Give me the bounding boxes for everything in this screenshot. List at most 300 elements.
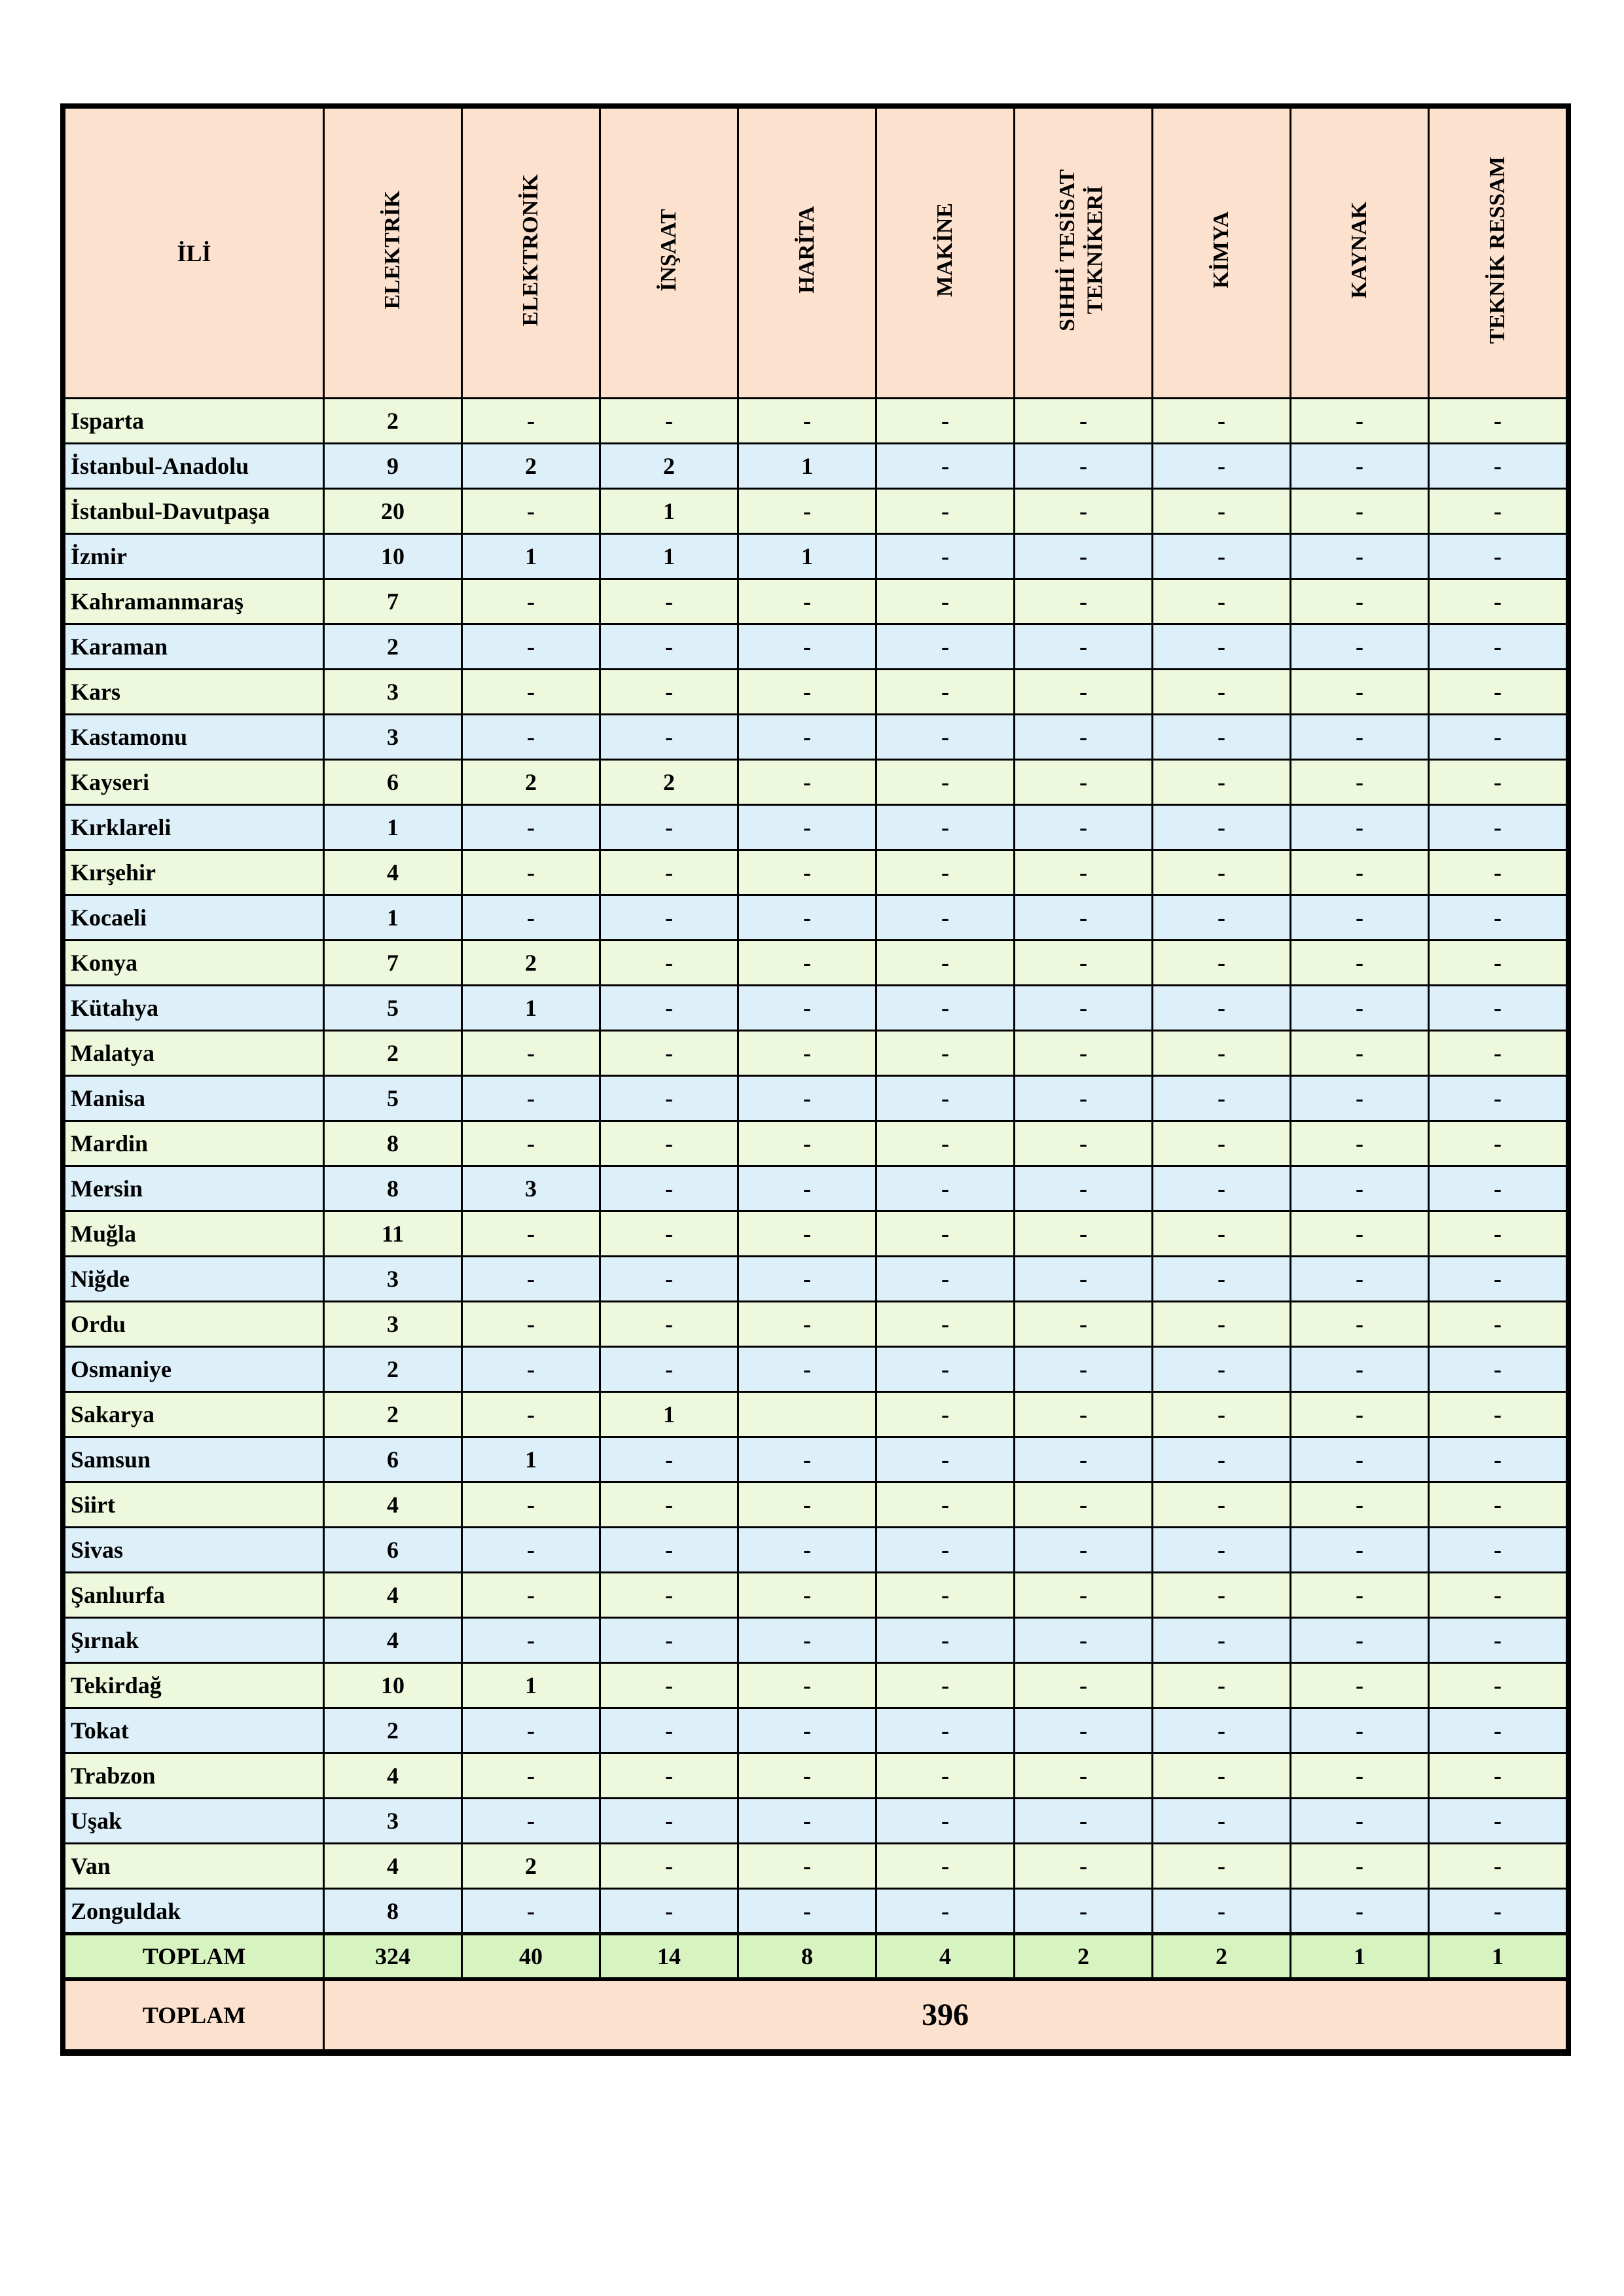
count-cell: -	[1429, 670, 1567, 715]
count-cell	[738, 1392, 876, 1437]
count-cell: 2	[600, 444, 738, 489]
count-cell: -	[462, 1347, 600, 1392]
table-row	[65, 1799, 1567, 1844]
count-cell: -	[600, 1528, 738, 1573]
count-cell: -	[1429, 1799, 1567, 1844]
count-cell: -	[600, 1437, 738, 1482]
count-cell: -	[738, 1889, 876, 1934]
count-cell: 1	[600, 1392, 738, 1437]
count-cell: 2	[462, 444, 600, 489]
count-cell: -	[876, 1844, 1015, 1889]
count-cell: -	[1015, 986, 1153, 1031]
province-name-cell: Konya	[65, 941, 324, 986]
count-cell: -	[738, 1031, 876, 1076]
table-row	[65, 1031, 1567, 1076]
count-cell: -	[1429, 1302, 1567, 1347]
count-cell: -	[738, 1347, 876, 1392]
table-row	[65, 941, 1567, 986]
count-cell: 2	[324, 1392, 462, 1437]
count-cell: -	[1153, 489, 1291, 534]
count-cell: -	[462, 1482, 600, 1528]
count-cell: 1	[738, 534, 876, 579]
count-cell: -	[1153, 1844, 1291, 1889]
count-cell: -	[1429, 941, 1567, 986]
count-cell: -	[876, 986, 1015, 1031]
count-cell: -	[1015, 670, 1153, 715]
count-cell: -	[1153, 1347, 1291, 1392]
count-cell: 8	[324, 1166, 462, 1211]
count-cell: -	[600, 1121, 738, 1166]
province-name-cell: Malatya	[65, 1031, 324, 1076]
table-row	[65, 1392, 1567, 1437]
count-cell: -	[462, 1257, 600, 1302]
count-cell: -	[1291, 444, 1429, 489]
column-header-kimya: KİMYA	[1153, 108, 1291, 399]
table-row	[65, 1708, 1567, 1753]
count-cell: -	[1429, 1618, 1567, 1663]
count-cell: 8	[324, 1121, 462, 1166]
table-row	[65, 1257, 1567, 1302]
count-cell: -	[876, 805, 1015, 850]
count-cell: -	[600, 1257, 738, 1302]
count-cell: -	[462, 579, 600, 624]
table-row	[65, 895, 1567, 941]
count-cell: -	[1015, 534, 1153, 579]
count-cell: -	[462, 624, 600, 670]
count-cell: -	[462, 1211, 600, 1257]
count-cell: -	[876, 850, 1015, 895]
count-cell: -	[1015, 1437, 1153, 1482]
province-name-cell: Mersin	[65, 1166, 324, 1211]
count-cell: -	[1291, 1844, 1429, 1889]
count-cell: -	[1015, 1257, 1153, 1302]
count-cell: -	[1291, 715, 1429, 760]
count-cell: -	[600, 1347, 738, 1392]
count-cell: -	[600, 1211, 738, 1257]
count-cell: -	[1153, 579, 1291, 624]
count-cell: -	[876, 399, 1015, 444]
count-cell: 6	[324, 760, 462, 805]
count-cell: 4	[324, 1618, 462, 1663]
count-cell: 11	[324, 1211, 462, 1257]
province-name-cell: Kırklareli	[65, 805, 324, 850]
table-row	[65, 1437, 1567, 1482]
total-cell: 1	[1429, 1934, 1567, 1979]
count-cell: -	[1429, 534, 1567, 579]
count-cell: -	[738, 850, 876, 895]
count-cell: 3	[324, 715, 462, 760]
count-cell: -	[1291, 1031, 1429, 1076]
count-cell: -	[738, 1618, 876, 1663]
count-cell: -	[738, 1753, 876, 1799]
table-row	[65, 1482, 1567, 1528]
count-cell: -	[1429, 1121, 1567, 1166]
count-cell: -	[1015, 1121, 1153, 1166]
province-name-cell: Tokat	[65, 1708, 324, 1753]
count-cell: -	[1153, 1663, 1291, 1708]
totals-label: TOPLAM	[65, 1934, 324, 1979]
count-cell: 2	[462, 941, 600, 986]
province-name-cell: Ordu	[65, 1302, 324, 1347]
count-cell: -	[1153, 1166, 1291, 1211]
province-name-cell: Kayseri	[65, 760, 324, 805]
count-cell: 10	[324, 1663, 462, 1708]
count-cell: -	[462, 1076, 600, 1121]
total-cell: 2	[1153, 1934, 1291, 1979]
count-cell: -	[1153, 850, 1291, 895]
count-cell: -	[462, 715, 600, 760]
province-name-cell: Kocaeli	[65, 895, 324, 941]
count-cell: 2	[324, 1708, 462, 1753]
table-row	[65, 1889, 1567, 1934]
count-cell: 2	[324, 1347, 462, 1392]
count-cell: -	[1429, 850, 1567, 895]
count-cell: -	[462, 805, 600, 850]
count-cell: 5	[324, 1076, 462, 1121]
province-name-cell: Samsun	[65, 1437, 324, 1482]
province-name-cell: Niğde	[65, 1257, 324, 1302]
total-cell: 324	[324, 1934, 462, 1979]
count-cell: -	[462, 399, 600, 444]
count-cell: -	[600, 1076, 738, 1121]
count-cell: 1	[462, 1663, 600, 1708]
count-cell: 1	[600, 489, 738, 534]
count-cell: -	[1291, 760, 1429, 805]
province-name-cell: Mardin	[65, 1121, 324, 1166]
count-cell: -	[876, 1573, 1015, 1618]
count-cell: -	[738, 1166, 876, 1211]
count-cell: -	[1153, 1437, 1291, 1482]
count-cell: -	[738, 1663, 876, 1708]
count-cell: -	[1015, 399, 1153, 444]
count-cell: -	[600, 1753, 738, 1799]
count-cell: -	[1429, 489, 1567, 534]
count-cell: -	[1015, 1844, 1153, 1889]
count-cell: 3	[324, 1799, 462, 1844]
count-cell: 3	[324, 1302, 462, 1347]
total-cell: 4	[876, 1934, 1015, 1979]
count-cell: -	[1015, 489, 1153, 534]
count-cell: 2	[462, 1844, 600, 1889]
count-cell: -	[1153, 1618, 1291, 1663]
count-cell: 3	[324, 1257, 462, 1302]
count-cell: -	[462, 1121, 600, 1166]
count-cell: -	[738, 986, 876, 1031]
count-cell: -	[1015, 941, 1153, 986]
table-row	[65, 1663, 1567, 1708]
count-cell: -	[1429, 399, 1567, 444]
count-cell: -	[1153, 670, 1291, 715]
count-cell: -	[876, 1347, 1015, 1392]
header-row	[65, 108, 1567, 399]
province-name-cell: Sakarya	[65, 1392, 324, 1437]
table-row	[65, 1121, 1567, 1166]
province-name-cell: Siirt	[65, 1482, 324, 1528]
count-cell: -	[1015, 805, 1153, 850]
count-cell: -	[600, 895, 738, 941]
count-cell: -	[1015, 1573, 1153, 1618]
count-cell: -	[1429, 1437, 1567, 1482]
count-cell: -	[876, 1708, 1015, 1753]
total-cell: 2	[1015, 1934, 1153, 1979]
count-cell: -	[1291, 624, 1429, 670]
count-cell: -	[738, 1708, 876, 1753]
count-cell: -	[1153, 624, 1291, 670]
count-cell: -	[1015, 1753, 1153, 1799]
count-cell: -	[1291, 1392, 1429, 1437]
count-cell: 1	[600, 534, 738, 579]
count-cell: -	[1291, 1618, 1429, 1663]
count-cell: -	[876, 1302, 1015, 1347]
count-cell: -	[600, 1302, 738, 1347]
count-cell: -	[876, 624, 1015, 670]
count-cell: -	[1291, 805, 1429, 850]
count-cell: -	[738, 715, 876, 760]
count-cell: 8	[324, 1889, 462, 1934]
count-cell: -	[462, 895, 600, 941]
count-cell: -	[738, 1799, 876, 1844]
total-cell: 8	[738, 1934, 876, 1979]
count-cell: -	[600, 715, 738, 760]
count-cell: -	[600, 986, 738, 1031]
count-cell: -	[738, 941, 876, 986]
count-cell: -	[1291, 1528, 1429, 1573]
count-cell: -	[1015, 1708, 1153, 1753]
table-row	[65, 850, 1567, 895]
count-cell: -	[600, 1166, 738, 1211]
count-cell: -	[462, 489, 600, 534]
count-cell: -	[600, 1799, 738, 1844]
count-cell: 3	[324, 670, 462, 715]
province-name-cell: Karaman	[65, 624, 324, 670]
table-row	[65, 444, 1567, 489]
count-cell: 1	[324, 895, 462, 941]
count-cell: -	[600, 1708, 738, 1753]
province-name-cell: Isparta	[65, 399, 324, 444]
province-name-cell: Manisa	[65, 1076, 324, 1121]
table-row	[65, 986, 1567, 1031]
table-row	[65, 1844, 1567, 1889]
count-cell: -	[1429, 715, 1567, 760]
count-cell: -	[1429, 1482, 1567, 1528]
count-cell: -	[1015, 579, 1153, 624]
count-cell: -	[1153, 1211, 1291, 1257]
count-cell: -	[462, 1392, 600, 1437]
count-cell: -	[600, 1663, 738, 1708]
count-cell: -	[876, 534, 1015, 579]
count-cell: -	[876, 1482, 1015, 1528]
count-cell: 20	[324, 489, 462, 534]
count-cell: -	[1291, 670, 1429, 715]
count-cell: -	[1015, 1347, 1153, 1392]
count-cell: -	[600, 1573, 738, 1618]
count-cell: -	[1015, 850, 1153, 895]
count-cell: -	[600, 805, 738, 850]
count-cell: -	[1153, 1392, 1291, 1437]
column-header-insaat: İNŞAAT	[600, 108, 738, 399]
count-cell: -	[1153, 805, 1291, 850]
count-cell: -	[1291, 1257, 1429, 1302]
count-cell: -	[876, 1121, 1015, 1166]
count-cell: -	[1015, 1618, 1153, 1663]
province-name-cell: Osmaniye	[65, 1347, 324, 1392]
count-cell: -	[1153, 399, 1291, 444]
count-cell: -	[1429, 1844, 1567, 1889]
count-cell: 2	[324, 624, 462, 670]
count-cell: -	[1291, 941, 1429, 986]
count-cell: -	[1015, 1166, 1153, 1211]
table-row	[65, 760, 1567, 805]
count-cell: -	[1429, 624, 1567, 670]
count-cell: -	[876, 1076, 1015, 1121]
count-cell: -	[1153, 1528, 1291, 1573]
count-cell: 1	[738, 444, 876, 489]
count-cell: -	[1291, 1166, 1429, 1211]
province-name-cell: Kastamonu	[65, 715, 324, 760]
count-cell: -	[1291, 850, 1429, 895]
table-row	[65, 1347, 1567, 1392]
count-cell: -	[462, 850, 600, 895]
count-cell: -	[1429, 1166, 1567, 1211]
count-cell: -	[600, 399, 738, 444]
province-name-cell: İzmir	[65, 534, 324, 579]
count-cell: -	[1429, 1573, 1567, 1618]
count-cell: -	[1429, 760, 1567, 805]
table-row	[65, 1618, 1567, 1663]
province-name-cell: Kahramanmaraş	[65, 579, 324, 624]
count-cell: -	[876, 1031, 1015, 1076]
count-cell: -	[1153, 1031, 1291, 1076]
count-cell: -	[1291, 1708, 1429, 1753]
column-header-elektrik: ELEKTRİK	[324, 108, 462, 399]
count-cell: -	[1153, 1121, 1291, 1166]
count-cell: -	[1015, 624, 1153, 670]
count-cell: -	[1153, 534, 1291, 579]
count-cell: -	[462, 1889, 600, 1934]
count-cell: -	[876, 1437, 1015, 1482]
count-cell: -	[1153, 895, 1291, 941]
count-cell: -	[1153, 986, 1291, 1031]
count-cell: 1	[462, 1437, 600, 1482]
count-cell: -	[876, 1799, 1015, 1844]
province-name-cell: Şırnak	[65, 1618, 324, 1663]
count-cell: 6	[324, 1437, 462, 1482]
count-cell: -	[1429, 579, 1567, 624]
count-cell: 4	[324, 1753, 462, 1799]
count-cell: -	[1429, 1076, 1567, 1121]
count-cell: -	[1015, 1528, 1153, 1573]
count-cell: -	[462, 1573, 600, 1618]
count-cell: -	[738, 399, 876, 444]
count-cell: -	[1015, 1663, 1153, 1708]
count-cell: -	[738, 1211, 876, 1257]
province-name-cell: Van	[65, 1844, 324, 1889]
table-row	[65, 805, 1567, 850]
column-header-elektronik: ELEKTRONİK	[462, 108, 600, 399]
count-cell: -	[1153, 1889, 1291, 1934]
table-body	[65, 399, 1567, 2051]
count-cell: -	[462, 1799, 600, 1844]
count-cell: -	[738, 895, 876, 941]
count-cell: -	[1291, 1799, 1429, 1844]
count-cell: 2	[600, 760, 738, 805]
table-row	[65, 715, 1567, 760]
count-cell: -	[738, 1482, 876, 1528]
count-cell: -	[1429, 1753, 1567, 1799]
count-cell: -	[1015, 1076, 1153, 1121]
total-cell: 14	[600, 1934, 738, 1979]
count-cell: -	[876, 1753, 1015, 1799]
count-cell: -	[1015, 1799, 1153, 1844]
table-row	[65, 1166, 1567, 1211]
grand-total-row	[65, 1979, 1567, 2051]
count-cell: -	[876, 1663, 1015, 1708]
count-cell: -	[1429, 444, 1567, 489]
column-header-sihhi-tesisat: SIHHİ TESİSAT TEKNİKERİ	[1015, 108, 1153, 399]
count-cell: -	[1291, 1663, 1429, 1708]
grand-total-value: 396	[324, 1979, 1567, 2051]
count-cell: -	[876, 1889, 1015, 1934]
count-cell: -	[600, 1482, 738, 1528]
count-cell: -	[1291, 1121, 1429, 1166]
count-cell: -	[1291, 1889, 1429, 1934]
count-cell: -	[738, 1302, 876, 1347]
count-cell: -	[462, 1618, 600, 1663]
table-row	[65, 624, 1567, 670]
count-cell: -	[1429, 1708, 1567, 1753]
province-name-cell: Şanlıurfa	[65, 1573, 324, 1618]
count-cell: -	[876, 1211, 1015, 1257]
province-name-cell: Muğla	[65, 1211, 324, 1257]
count-cell: -	[600, 850, 738, 895]
count-cell: -	[600, 579, 738, 624]
count-cell: 5	[324, 986, 462, 1031]
column-header-teknik-ressam: TEKNİK RESSAM	[1429, 108, 1567, 399]
count-cell: -	[738, 805, 876, 850]
total-cell: 40	[462, 1934, 600, 1979]
count-cell: -	[738, 1076, 876, 1121]
count-cell: -	[876, 489, 1015, 534]
count-cell: -	[1291, 1302, 1429, 1347]
totals-row	[65, 1934, 1567, 1979]
count-cell: -	[738, 624, 876, 670]
count-cell: -	[1429, 1211, 1567, 1257]
count-cell: -	[462, 1528, 600, 1573]
count-cell: 10	[324, 534, 462, 579]
count-cell: -	[1429, 805, 1567, 850]
count-cell: -	[1291, 1347, 1429, 1392]
grand-total-label: TOPLAM	[65, 1979, 324, 2051]
count-cell: -	[1291, 489, 1429, 534]
province-name-cell: Zonguldak	[65, 1889, 324, 1934]
count-cell: -	[1429, 1392, 1567, 1437]
count-cell: -	[462, 1302, 600, 1347]
count-cell: -	[462, 1031, 600, 1076]
count-cell: -	[876, 670, 1015, 715]
count-cell: -	[1015, 1392, 1153, 1437]
count-cell: -	[1153, 715, 1291, 760]
count-cell: -	[1153, 1302, 1291, 1347]
count-cell: -	[462, 670, 600, 715]
count-cell: -	[1153, 1799, 1291, 1844]
count-cell: -	[1153, 1573, 1291, 1618]
province-name-cell: İstanbul-Davutpaşa	[65, 489, 324, 534]
count-cell: -	[1291, 986, 1429, 1031]
table-row	[65, 1076, 1567, 1121]
count-cell: 6	[324, 1528, 462, 1573]
count-cell: -	[1015, 895, 1153, 941]
province-name-cell: Kars	[65, 670, 324, 715]
